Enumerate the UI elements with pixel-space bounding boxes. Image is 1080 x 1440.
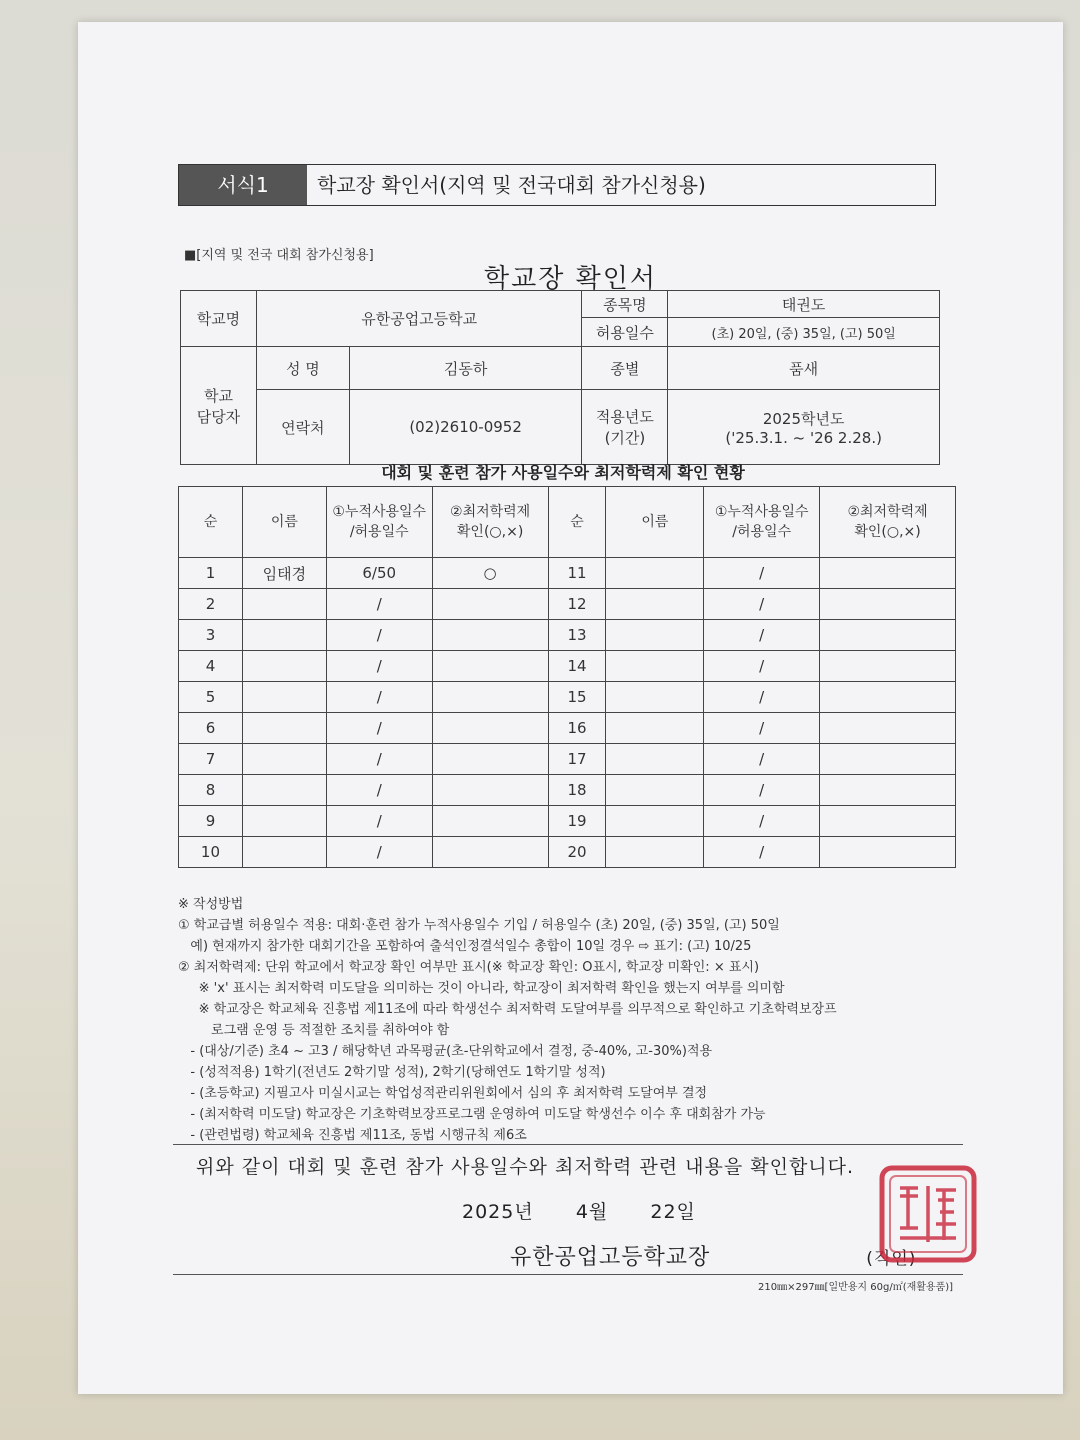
col-header-days: ①누적사용일수 /허용일수 xyxy=(704,487,820,558)
table-row xyxy=(179,806,956,837)
cell-check xyxy=(820,775,956,806)
table-row xyxy=(179,682,956,713)
year-label: 적용년도 (기간) xyxy=(582,390,668,465)
principal-name xyxy=(510,1240,916,1271)
phone-value: (02)2610-0952 xyxy=(349,390,582,465)
date-month: 4월 xyxy=(575,1201,609,1223)
cell-no: 11 xyxy=(548,558,606,589)
bottom-divider xyxy=(173,1274,963,1275)
cell-days: / xyxy=(704,651,820,682)
seal-label: (직인) xyxy=(866,1249,917,1269)
instruction-line: - (관련법령) 학교체육 진흥법 제11조, 동법 시행규칙 제6조 xyxy=(178,1128,527,1143)
cell-name xyxy=(606,806,704,837)
cell-days: / xyxy=(704,682,820,713)
event-value: 태권도 xyxy=(668,291,940,318)
table-row xyxy=(179,713,956,744)
cell-days: / xyxy=(326,651,432,682)
cell-name xyxy=(242,806,326,837)
cell-no: 1 xyxy=(179,558,243,589)
cell-name xyxy=(242,837,326,868)
phone-label: 연락처 xyxy=(256,390,349,465)
cell-days: / xyxy=(326,837,432,868)
cell-check xyxy=(432,620,548,651)
cell-no: 18 xyxy=(548,775,606,806)
category-label: 종별 xyxy=(582,347,668,390)
cell-no: 13 xyxy=(548,620,606,651)
form-header xyxy=(178,164,936,206)
cell-days: / xyxy=(704,620,820,651)
document-page xyxy=(78,22,1063,1394)
table-row xyxy=(179,651,956,682)
confirm-statement: 위와 같이 대회 및 훈련 참가 사용일수와 최저학력 관련 내용을 확인합니다. xyxy=(196,1156,855,1178)
cell-name xyxy=(606,651,704,682)
cell-no: 6 xyxy=(179,713,243,744)
cell-name xyxy=(606,744,704,775)
col-header-days: ①누적사용일수 /허용일수 xyxy=(326,487,432,558)
table-row xyxy=(179,589,956,620)
instruction-line: 로그램 운영 등 적절한 조치를 취하여야 함 xyxy=(178,1023,450,1038)
paper-spec: 210㎜×297㎜[일반용지 60g/㎡(재활용품)] xyxy=(758,1282,954,1293)
cell-check xyxy=(432,806,548,837)
divider xyxy=(173,1144,963,1145)
cell-no: 2 xyxy=(179,589,243,620)
allowed-days-label: 허용일수 xyxy=(582,318,668,347)
school-name-value: 유한공업고등학교 xyxy=(256,291,582,347)
cell-name xyxy=(242,589,326,620)
event-label: 종목명 xyxy=(582,291,668,318)
cell-days: / xyxy=(326,620,432,651)
cell-no: 16 xyxy=(548,713,606,744)
cell-check xyxy=(820,589,956,620)
col-header-no: 순 xyxy=(179,487,243,558)
cell-check xyxy=(820,744,956,775)
table-row xyxy=(179,837,956,868)
cell-check xyxy=(432,682,548,713)
instruction-line: - (성적적용) 1학기(전년도 2학기말 성적), 2학기(당해연도 1학기말 성적) xyxy=(178,1065,606,1080)
usage-note: ■[지역 및 전국 대회 참가신청용] xyxy=(184,248,374,263)
info-table xyxy=(180,290,940,465)
cell-no: 15 xyxy=(548,682,606,713)
person-name-value: 김동하 xyxy=(349,347,582,390)
instruction-line: ※ 작성방법 xyxy=(178,897,244,912)
cell-name xyxy=(606,620,704,651)
cell-no: 4 xyxy=(179,651,243,682)
section-title: 대회 및 훈련 참가 사용일수와 최저학력제 확인 현황 xyxy=(381,463,745,482)
table-row xyxy=(179,558,956,589)
principal-title: 유한공업고등학교장 xyxy=(510,1245,711,1270)
cell-check xyxy=(432,651,548,682)
col-header-no: 순 xyxy=(548,487,606,558)
instruction-line: ※ 'x' 표시는 최저학력 미도달을 의미하는 것이 아니라, 학교장이 최저학력 확인을 했는지 여부를 의미함 xyxy=(178,981,785,996)
instruction-line: - (대상/기준) 초4 ~ 고3 / 해당학년 과목평균(초-단위학교에서 결정, 중-40%, 고-30%)적용 xyxy=(178,1044,713,1059)
date-day: 22일 xyxy=(650,1201,696,1223)
cell-name xyxy=(242,744,326,775)
document-title: 학교장 확인서 xyxy=(484,264,657,294)
form-tag: 서식1 xyxy=(179,165,307,205)
cell-days: / xyxy=(326,806,432,837)
year-value: 2025학년도 ('25.3.1. ~ '26 2.28.) xyxy=(668,390,940,465)
cell-name xyxy=(242,651,326,682)
cell-days: / xyxy=(704,775,820,806)
cell-name xyxy=(242,775,326,806)
cell-no: 7 xyxy=(179,744,243,775)
instruction-line: ② 최저학력제: 단위 학교에서 학교장 확인 여부만 표시(※ 학교장 확인: O표시, 학교장 미확인: × 표시) xyxy=(178,960,760,975)
cell-no: 19 xyxy=(548,806,606,837)
cell-days: / xyxy=(704,558,820,589)
cell-days: / xyxy=(704,713,820,744)
cell-days: / xyxy=(326,589,432,620)
cell-name xyxy=(606,775,704,806)
cell-days: / xyxy=(704,744,820,775)
cell-no: 3 xyxy=(179,620,243,651)
cell-days: / xyxy=(326,775,432,806)
cell-no: 12 xyxy=(548,589,606,620)
cell-check xyxy=(820,837,956,868)
instructions xyxy=(178,894,968,1146)
cell-check xyxy=(432,713,548,744)
cell-check xyxy=(432,589,548,620)
cell-name xyxy=(606,837,704,868)
table-body xyxy=(179,558,956,868)
cell-check xyxy=(820,651,956,682)
table-row xyxy=(179,620,956,651)
official-seal-icon xyxy=(878,1164,978,1264)
cell-name xyxy=(606,589,704,620)
cell-check xyxy=(432,837,548,868)
cell-no: 20 xyxy=(548,837,606,868)
cell-name xyxy=(242,682,326,713)
cell-name xyxy=(606,558,704,589)
cell-no: 17 xyxy=(548,744,606,775)
date-year: 2025년 xyxy=(462,1201,534,1223)
col-header-check: ②최저학력제 확인(○,×) xyxy=(820,487,956,558)
contact-person-label: 학교 담당자 xyxy=(181,347,257,465)
cell-name xyxy=(606,713,704,744)
cell-days: / xyxy=(704,837,820,868)
cell-days: / xyxy=(704,589,820,620)
cell-days: / xyxy=(326,744,432,775)
cell-check xyxy=(820,682,956,713)
table-row xyxy=(179,775,956,806)
cell-check: ○ xyxy=(432,558,548,589)
instruction-line: 예) 현재까지 참가한 대회기간을 포함하여 출석인정결석일수 총합이 10일 경우 ⇨ 표기: (고) 10/25 xyxy=(178,939,752,954)
instruction-line: - (초등학교) 지필고사 미실시교는 학업성적관리위원회에서 심의 후 최저학력 도달여부 결정 xyxy=(178,1086,708,1101)
instruction-line: - (최저학력 미도달) 학교장은 기초학력보장프로그램 운영하여 미도달 학생선수 이수 후 대회참가 가능 xyxy=(178,1107,766,1122)
issue-date xyxy=(462,1197,696,1224)
col-header-name: 이름 xyxy=(242,487,326,558)
cell-check xyxy=(432,744,548,775)
school-name-label: 학교명 xyxy=(181,291,257,347)
cell-check xyxy=(820,558,956,589)
cell-no: 10 xyxy=(179,837,243,868)
participation-table xyxy=(178,486,956,868)
cell-name xyxy=(242,713,326,744)
cell-days: 6/50 xyxy=(326,558,432,589)
cell-no: 8 xyxy=(179,775,243,806)
form-header-title: 학교장 확인서(지역 및 전국대회 참가신청용) xyxy=(317,173,706,197)
cell-check xyxy=(820,806,956,837)
category-value: 품새 xyxy=(668,347,940,390)
col-header-name: 이름 xyxy=(606,487,704,558)
table-header-row xyxy=(179,487,956,558)
cell-no: 5 xyxy=(179,682,243,713)
cell-days: / xyxy=(326,713,432,744)
cell-days: / xyxy=(326,682,432,713)
cell-no: 9 xyxy=(179,806,243,837)
cell-no: 14 xyxy=(548,651,606,682)
cell-check xyxy=(820,713,956,744)
cell-days: / xyxy=(704,806,820,837)
person-name-label: 성 명 xyxy=(256,347,349,390)
col-header-check: ②최저학력제 확인(○,×) xyxy=(432,487,548,558)
table-row xyxy=(179,744,956,775)
cell-name xyxy=(242,620,326,651)
cell-name xyxy=(606,682,704,713)
cell-check xyxy=(432,775,548,806)
instruction-line: ※ 학교장은 학교체육 진흥법 제11조에 따라 학생선수 최저학력 도달여부를 의무적으로 확인하고 기초학력보장프 xyxy=(178,1002,837,1017)
allowed-days-value: (초) 20일, (중) 35일, (고) 50일 xyxy=(668,318,940,347)
instruction-line: ① 학교급별 허용일수 적용: 대회·훈련 참가 누적사용일수 기입 / 허용일수 (초) 20일, (중) 35일, (고) 50일 xyxy=(178,918,780,933)
cell-check xyxy=(820,620,956,651)
cell-name: 임태경 xyxy=(242,558,326,589)
